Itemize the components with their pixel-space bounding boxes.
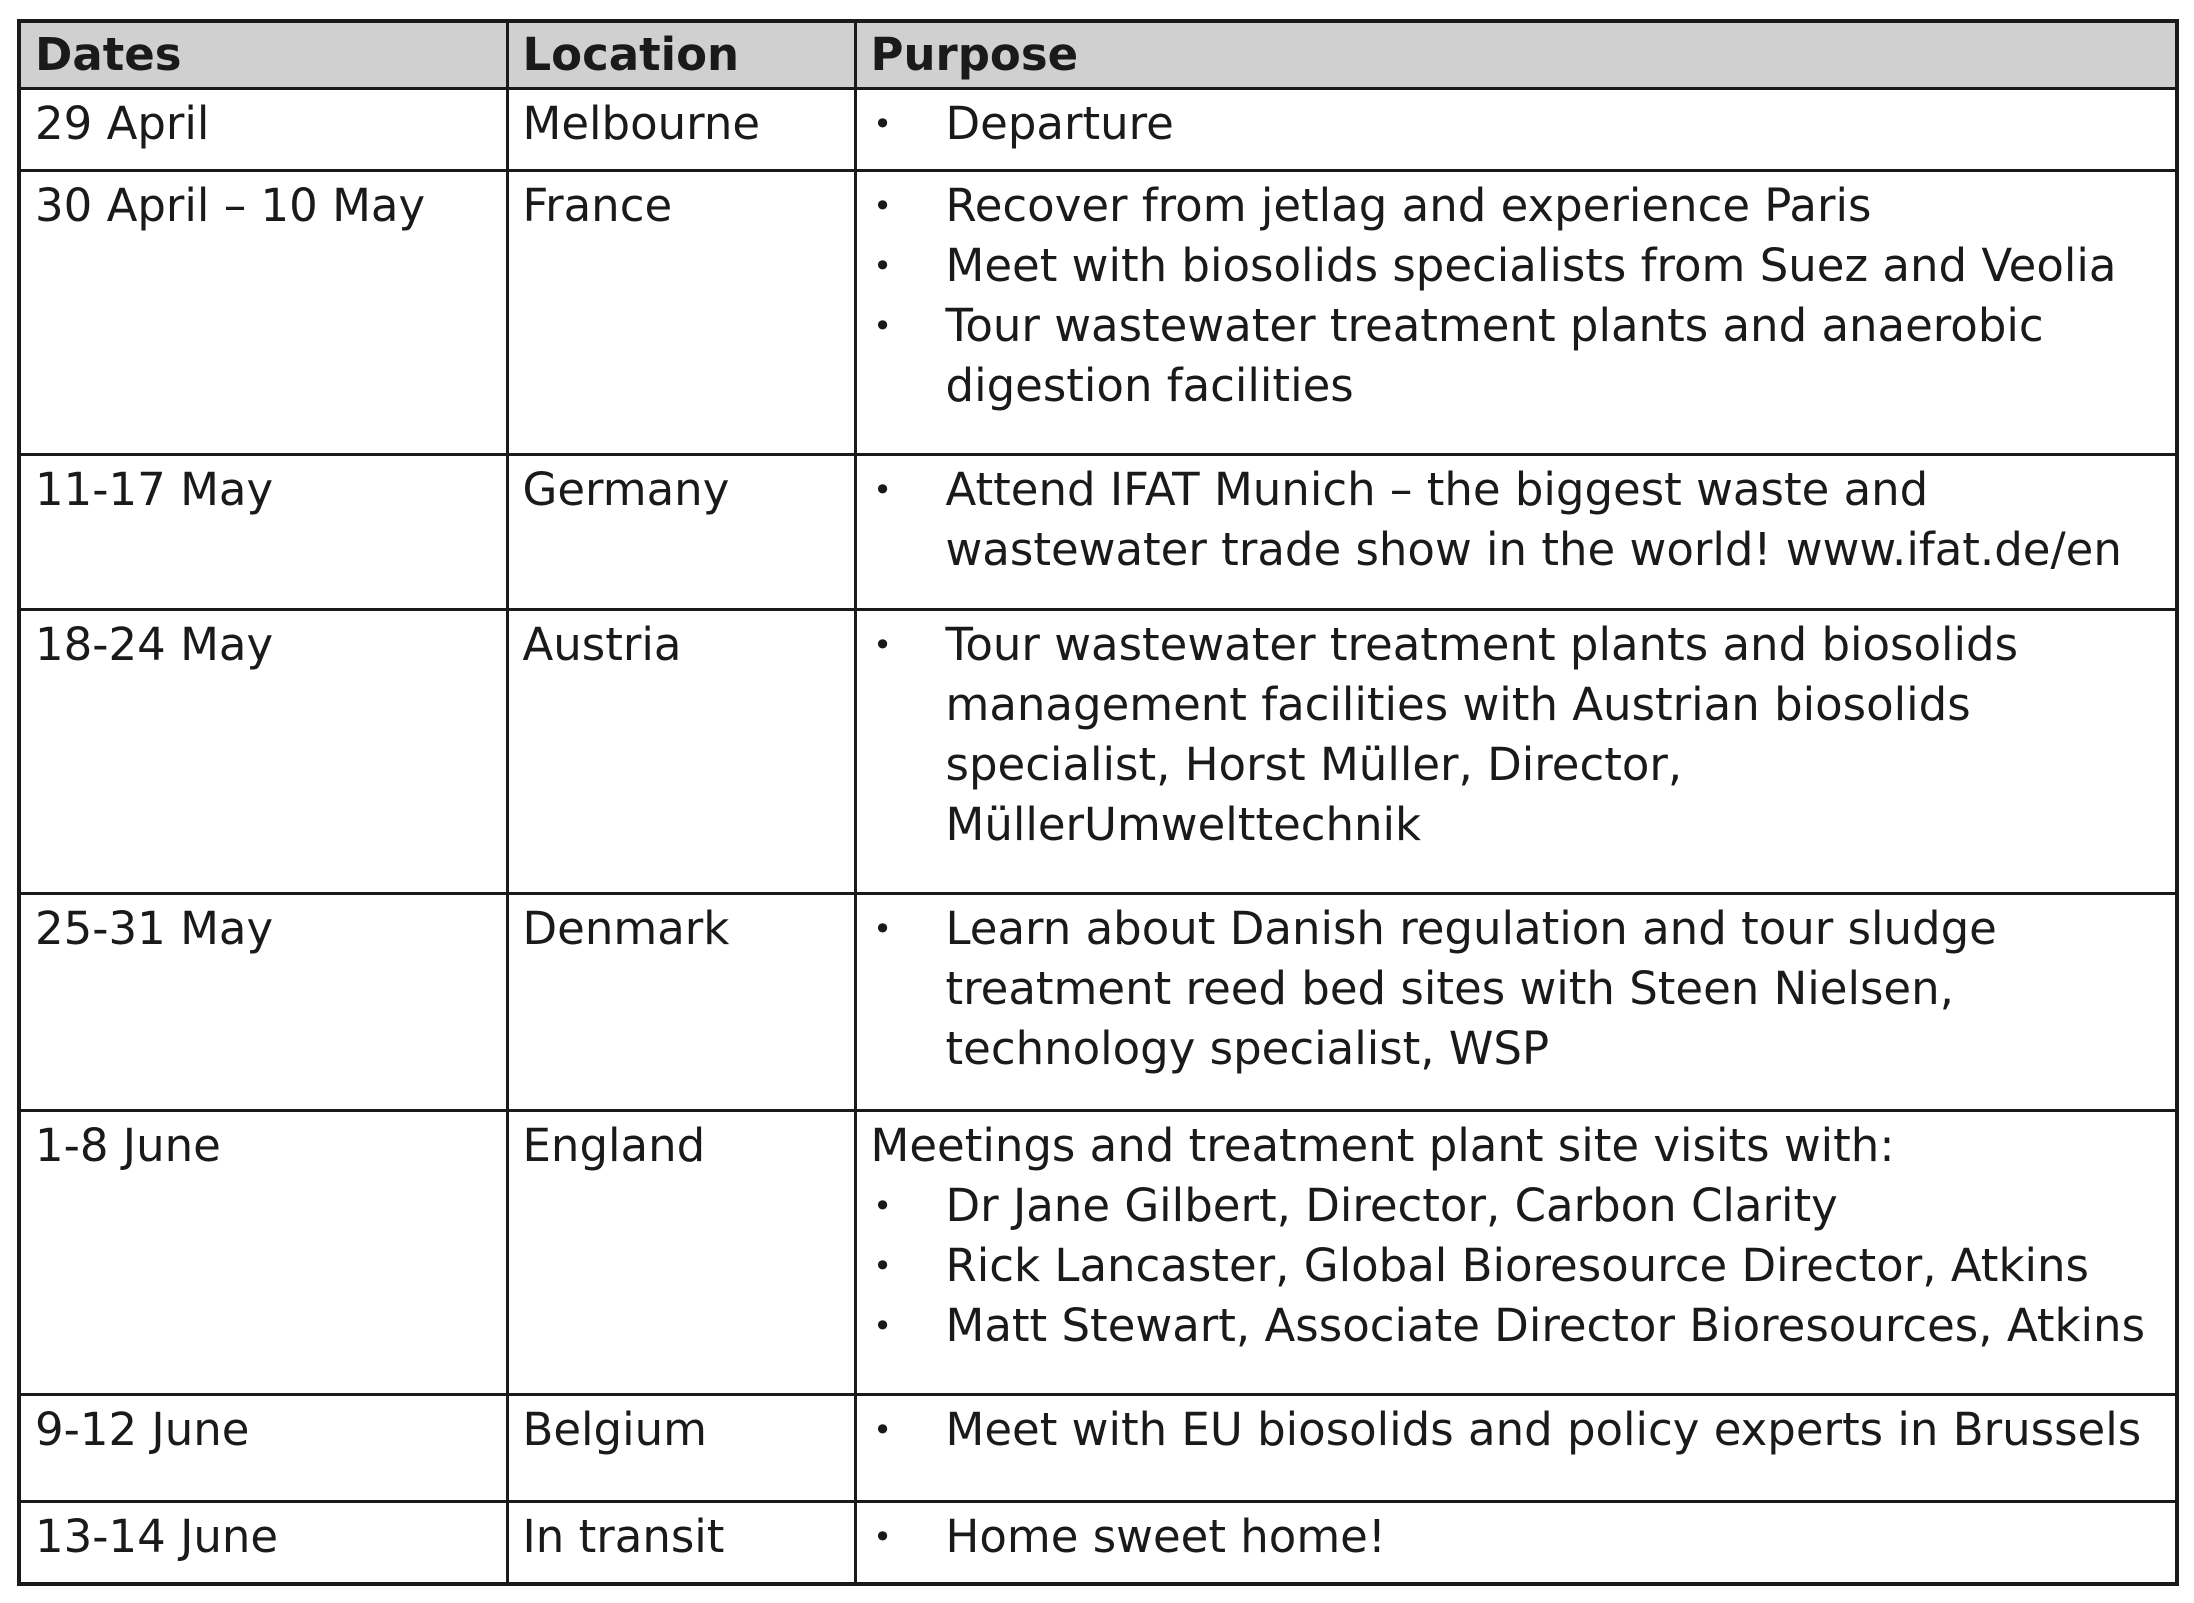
purpose-item-text: Meet with EU biosolids and policy experts in Brussels xyxy=(945,1403,2142,1457)
header-location: Location xyxy=(507,21,855,89)
purpose-item-text: Learn about Danish regulation and tour sludge treatment reed bed sites with Steen Nielsen, technology specialist, WSP xyxy=(945,902,1997,1076)
bullet-icon: • xyxy=(873,246,892,285)
cell-dates: 18-24 May xyxy=(19,610,507,894)
cell-dates: 25-31 May xyxy=(19,894,507,1111)
purpose-item-text: Departure xyxy=(945,97,1174,150)
table-row xyxy=(19,610,2177,894)
bullet-icon: • xyxy=(873,105,892,143)
cell-purpose xyxy=(855,894,2177,1111)
purpose-item-text: Recover from jetlag and experience Paris xyxy=(945,178,1872,232)
cell-dates: 13-14 June xyxy=(19,1501,507,1584)
header-row xyxy=(19,21,2177,89)
header-purpose: Purpose xyxy=(855,21,2177,89)
purpose-item-text: Attend IFAT Munich – the biggest waste and wastewater trade show in the world! www.ifat.de/en xyxy=(945,463,2122,577)
table-row xyxy=(19,455,2177,610)
purpose-list xyxy=(871,176,2162,416)
cell-location: In transit xyxy=(507,1501,855,1584)
purpose-list xyxy=(871,615,2162,855)
bullet-icon: • xyxy=(873,626,892,665)
bullet-icon: • xyxy=(873,186,892,225)
cell-dates: 30 April – 10 May xyxy=(19,170,507,454)
table-row xyxy=(19,1111,2177,1395)
bullet-icon: • xyxy=(873,1187,892,1226)
purpose-list xyxy=(871,1176,2162,1356)
purpose-item xyxy=(871,615,2162,855)
purpose-list xyxy=(871,94,2162,154)
purpose-item xyxy=(871,1507,2162,1567)
purpose-item-text: Rick Lancaster, Global Bioresource Director, Atkins xyxy=(945,1239,2089,1293)
cell-dates: 1-8 June xyxy=(19,1111,507,1395)
bullet-icon: • xyxy=(873,1247,892,1286)
purpose-item-text: Matt Stewart, Associate Director Bioresources, Atkins xyxy=(945,1299,2146,1353)
cell-dates: 29 April xyxy=(19,89,507,171)
cell-location: Belgium xyxy=(507,1395,855,1502)
header-dates: Dates xyxy=(19,21,507,89)
cell-location: Austria xyxy=(507,610,855,894)
bullet-icon: • xyxy=(873,1411,892,1450)
purpose-item-text: Tour wastewater treatment plants and anaerobic digestion facilities xyxy=(945,298,2044,412)
cell-purpose xyxy=(855,1501,2177,1584)
cell-location: England xyxy=(507,1111,855,1395)
table-row xyxy=(19,1501,2177,1584)
cell-purpose xyxy=(855,610,2177,894)
itinerary-body xyxy=(19,89,2177,1585)
cell-location: Germany xyxy=(507,455,855,610)
purpose-list xyxy=(871,1400,2162,1460)
cell-dates: 9-12 June xyxy=(19,1395,507,1502)
purpose-list xyxy=(871,460,2162,580)
purpose-item xyxy=(871,176,2162,236)
cell-location: France xyxy=(507,170,855,454)
cell-dates: 11-17 May xyxy=(19,455,507,610)
purpose-item-text: Tour wastewater treatment plants and biosolids management facilities with Austrian biosolids specialist, Horst Müller, Director, MüllerUmwelttechnik xyxy=(945,618,2019,852)
purpose-item xyxy=(871,1176,2162,1236)
cell-purpose xyxy=(855,1111,2177,1395)
purpose-item xyxy=(871,296,2162,416)
cell-location: Denmark xyxy=(507,894,855,1111)
table-row xyxy=(19,894,2177,1111)
purpose-item xyxy=(871,1400,2162,1460)
cell-purpose xyxy=(855,1395,2177,1502)
purpose-item-text: Dr Jane Gilbert, Director, Carbon Clarity xyxy=(945,1179,1838,1233)
table-row xyxy=(19,89,2177,171)
cell-purpose xyxy=(855,89,2177,171)
itinerary-table xyxy=(17,19,2179,1586)
purpose-list xyxy=(871,1507,2162,1567)
purpose-item xyxy=(871,899,2162,1079)
purpose-item-text: Meet with biosolids specialists from Suez and Veolia xyxy=(945,238,2117,292)
bullet-icon: • xyxy=(873,1307,892,1346)
purpose-item xyxy=(871,1236,2162,1296)
table-row xyxy=(19,170,2177,454)
cell-purpose xyxy=(855,170,2177,454)
purpose-intro: Meetings and treatment plant site visits with: xyxy=(870,1119,1895,1173)
purpose-item xyxy=(871,460,2162,580)
bullet-icon: • xyxy=(873,1517,892,1556)
bullet-icon: • xyxy=(873,306,892,345)
purpose-item xyxy=(871,94,2162,154)
purpose-item xyxy=(871,236,2162,296)
cell-purpose xyxy=(855,455,2177,610)
purpose-item xyxy=(871,1296,2162,1356)
table-row xyxy=(19,1395,2177,1502)
bullet-icon: • xyxy=(873,910,892,949)
purpose-list xyxy=(871,899,2162,1079)
bullet-icon: • xyxy=(873,471,892,510)
cell-location: Melbourne xyxy=(507,89,855,171)
purpose-item-text: Home sweet home! xyxy=(945,1509,1386,1563)
